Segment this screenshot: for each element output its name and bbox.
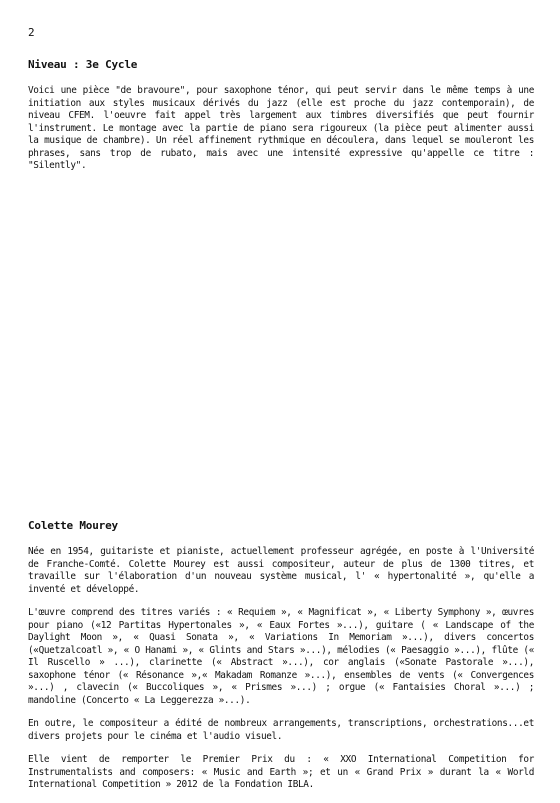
- biography-paragraph: L'œuvre comprend des titres variés : « Requiem », « Magnificat », « Liberty Symphony », œuvres pour piano («12 Partitas Hypertonales », « Eaux Fortes »...), guitare ( « Landscape of the Daylight Moon », « Quasi Sonata », « Variations In Memoriam »...), divers concertos («Quetzalcoatl », « O Hanami », « Glints and Stars »...), mélodies (« Paesaggio »...), flûte (« Il Ruscello » ...), clarinette (« Abstract »...), cor anglais («Sonate Pastorale »...), saxophone ténor (« Résonance »,« Makadam Romanze »...), ensembles de vents (« Convergences »...) , clavecin (« Buccoliques », « Prismes »...) ; orgue (« Fantaisies Choral »...) ; mandoline (Concerto « La Leggerezza »...).: [28, 607, 534, 706]
- biography-section: [28, 519, 534, 803]
- page-number: 2: [28, 26, 35, 39]
- biography-paragraph: Née en 1954, guitariste et pianiste, actuellement professeur agrégée, en poste à l'Université de Franche-Comté. Colette Mourey est aussi compositeur, auteur de plus de 1300 titres, et travaille sur l'élaboration d'un nouveau système musical, l' « hypertonalité », qu'elle a inventé et développé.: [28, 546, 534, 595]
- biography-heading: Colette Mourey: [28, 519, 118, 532]
- biography-paragraph: Elle vient de remporter le Premier Prix du : « XXO International Competition for Instrumentalists and composers: « Music and Earth »; et un « Grand Prix » durant la « World International Competition » 2012 de la Fondation IBLA.: [28, 754, 534, 790]
- level-paragraph: Voici une pièce "de bravoure", pour saxophone ténor, qui peut servir dans le même temps à une initiation aux styles musicaux dérivés du jazz (elle est proche du jazz contemporain), de niveau CFEM. l'oeuvre fait appel très largement aux timbres diversifiés que peut fournir l'instrument. Le montage avec la partie de piano sera rigoureux (la pièce peut alimenter aussi la musique de chambre). Un réel affinement rythmique en découlera, dans lequel se mouleront les phrases, sans trop de rubato, mais avec une intensité expressive qu'appelle ce titre : "Silently".: [28, 85, 534, 171]
- biography-paragraph: En outre, le compositeur a édité de nombreux arrangements, transcriptions, orchestrations...et divers projets pour le cinéma et l'audio visuel.: [28, 718, 534, 742]
- level-section: [28, 58, 534, 184]
- level-heading: Niveau : 3e Cycle: [28, 58, 138, 71]
